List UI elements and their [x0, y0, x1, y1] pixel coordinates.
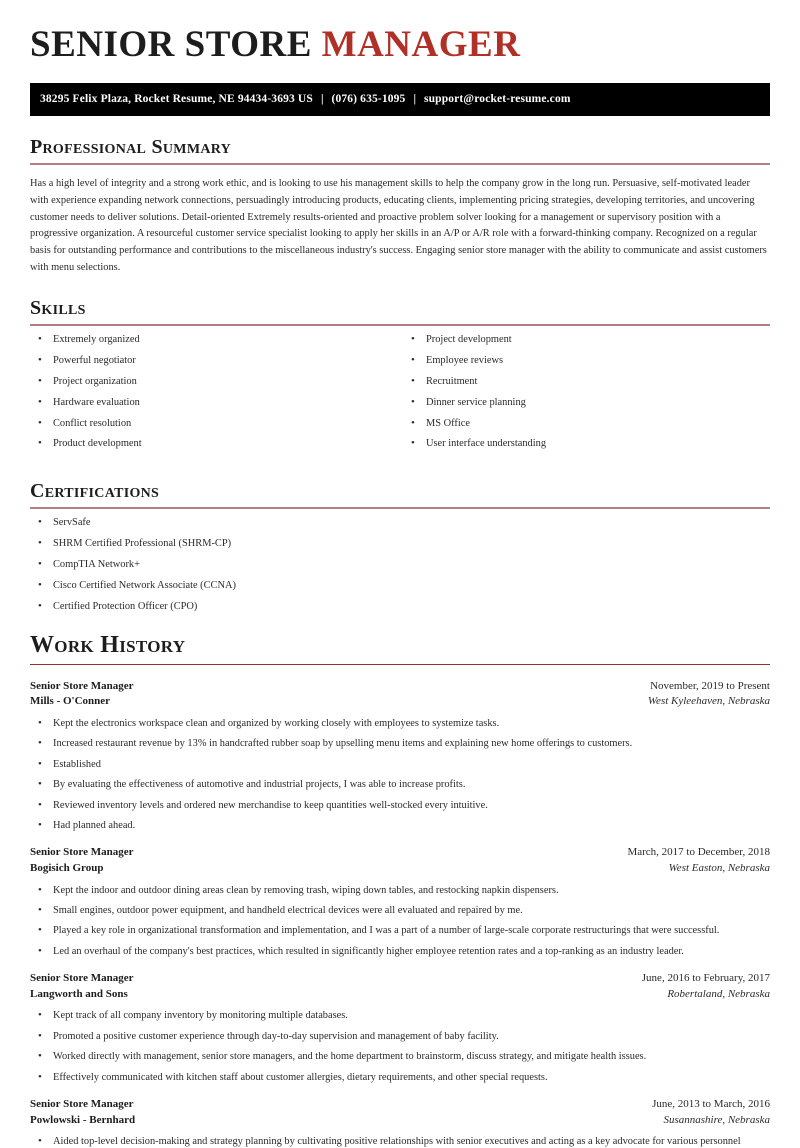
job-company-row	[30, 987, 770, 1003]
job-bullet-item: • Promoted a positive customer experience through day-to-day supervision and management of baby facility.	[30, 1032, 770, 1042]
skills-column-left	[30, 335, 400, 460]
skill-item: • Powerful negotiator	[30, 356, 400, 366]
job-company: Bogisich Group	[30, 862, 104, 875]
work-history-entry	[30, 845, 770, 957]
job-title: Senior Store Manager	[30, 1098, 134, 1111]
job-company-row	[30, 1113, 770, 1129]
job-bullet-list	[30, 719, 770, 831]
job-title-row	[30, 845, 770, 861]
skill-item: • Recruitment	[400, 377, 770, 387]
job-title: Senior Store Manager	[30, 972, 134, 985]
skill-item: • Conflict resolution	[30, 419, 400, 429]
job-bullet-list	[30, 1137, 770, 1147]
certifications-list	[30, 518, 770, 612]
section-heading-certifications: Certifications	[30, 480, 160, 503]
job-location: Susannashire, Nebraska	[663, 1113, 770, 1126]
certification-item: • Certified Protection Officer (CPO)	[30, 602, 770, 612]
skill-item: • Extremely organized	[30, 335, 400, 345]
certification-item: • Cisco Certified Network Associate (CCNA)	[30, 581, 770, 591]
job-location: West Easton, Nebraska	[668, 862, 770, 875]
skill-item: • Project organization	[30, 377, 400, 387]
job-dates: June, 2016 to February, 2017	[641, 972, 770, 985]
skill-item: • Product development	[30, 439, 400, 449]
section-work-history	[30, 632, 770, 1147]
contact-address: 38295 Felix Plaza, Rocket Resume, NE 94434-3693 US	[40, 93, 313, 106]
job-bullet-item: • Increased restaurant revenue by 13% in handcrafted rubber soap by upselling menu items and explaining new home offerings to customers.	[30, 739, 770, 749]
job-company-row	[30, 694, 770, 710]
contact-separator-2: |	[413, 93, 416, 106]
job-title-row	[30, 1097, 770, 1113]
job-bullet-list	[30, 1011, 770, 1083]
section-certifications	[30, 480, 770, 612]
job-company: Mills - O'Conner	[30, 695, 111, 708]
skill-item: • Dinner service planning	[400, 398, 770, 408]
skill-item: • Project development	[400, 335, 770, 345]
job-bullet-item: • By evaluating the effectiveness of automotive and industrial projects, I was able to increase profits.	[30, 780, 770, 790]
name-first-part: SENIOR STORE	[30, 24, 322, 65]
skill-item: • User interface understanding	[400, 439, 770, 449]
work-history-list	[30, 679, 770, 1148]
section-heading-summary: Professional Summary	[30, 135, 232, 158]
job-bullet-list	[30, 886, 770, 958]
job-dates: March, 2017 to December, 2018	[627, 846, 770, 859]
job-title: Senior Store Manager	[30, 846, 134, 859]
section-divider-certifications	[30, 507, 770, 509]
certification-item: • CompTIA Network+	[30, 560, 770, 570]
job-bullet-item: • Worked directly with management, senior store managers, and the home department to brainstorm, discuss strategy, and mitigate health issues.	[30, 1052, 770, 1062]
certification-item: • SHRM Certified Professional (SHRM-CP)	[30, 539, 770, 549]
job-bullet-item: • Played a key role in organizational transformation and implementation, and I was a part of a number of large-scale corporate restructurings that were successful.	[30, 926, 770, 936]
contact-phone: (076) 635-1095	[331, 93, 406, 106]
job-bullet-item: • Small engines, outdoor power equipment, and handheld electrical devices were all evaluated and repaired by me.	[30, 906, 770, 916]
section-skills	[30, 297, 770, 460]
candidate-name	[30, 0, 770, 65]
job-dates: November, 2019 to Present	[650, 679, 770, 692]
job-bullet-item: • Had planned ahead.	[30, 821, 770, 831]
job-title-row	[30, 971, 770, 987]
contact-separator-1: |	[320, 93, 324, 106]
contact-email: support@rocket-resume.com	[424, 93, 571, 106]
job-title: Senior Store Manager	[30, 679, 134, 692]
job-company-row	[30, 861, 770, 877]
summary-text: Has a high level of integrity and a strong work ethic, and is looking to use his management skills to help the company grow in the long run. Persuasive, self-motivated leader with experience expanding network connections, persuadingly introducing products, educating clients, implementing pricing strategies, developing territories, and uncovering customer needs to deliver solutions. Detail-oriented Extremely results-oriented and proactive problem solver looking for a management or supervisory position with a progressive organization. A resourceful customer service specialist looking to apply her skills in an A/P or A/R role with a forward-thinking company. Recognized on a regular basis for outstanding performance and contributions to the miscellaneous industry's success. Engaging senior store manager with the ability to communicate and assist customers with menu selections.	[30, 177, 767, 274]
section-divider-skills	[30, 324, 770, 326]
skills-list-right	[400, 335, 770, 450]
job-bullet-item: • Effectively communicated with kitchen staff about customer allergies, dietary requirements, and other special requests.	[30, 1073, 770, 1083]
section-professional-summary	[30, 136, 770, 277]
skills-list-left	[30, 335, 400, 450]
job-bullet-item: • Kept the indoor and outdoor dining areas clean by removing trash, wiping down tables, and restocking napkin dispensers.	[30, 886, 770, 896]
section-divider-summary	[30, 163, 770, 165]
skills-column-right	[400, 335, 770, 460]
section-heading-skills: Skills	[30, 296, 86, 319]
job-company: Langworth and Sons	[30, 987, 128, 1000]
work-history-entry	[30, 679, 770, 832]
job-bullet-item: • Reviewed inventory levels and ordered new merchandise to keep quantities well-stocked every intuitive.	[30, 801, 770, 811]
skills-columns	[30, 335, 770, 460]
contact-bar	[30, 83, 770, 116]
certification-item: • ServSafe	[30, 518, 770, 528]
job-location: Robertaland, Nebraska	[667, 987, 770, 1000]
job-location: West Kyleehaven, Nebraska	[647, 695, 770, 708]
job-bullet-item: • Aided top-level decision-making and strategy planning by cultivating positive relationships with senior executives and acting as a key advocate for various personnel	[30, 1137, 770, 1147]
skill-item: • Hardware evaluation	[30, 398, 400, 408]
job-title-row	[30, 679, 770, 695]
work-history-entry	[30, 1097, 770, 1148]
job-bullet-item: • Led an overhaul of the company's best practices, which resulted in significantly higher employee retention rates and a top-ranking as an industry leader.	[30, 947, 770, 957]
job-company: Powlowski - Bernhard	[30, 1113, 136, 1126]
job-bullet-item: • Kept the electronics workspace clean and organized by working closely with employees to systemize tasks.	[30, 719, 770, 729]
job-dates: June, 2013 to March, 2016	[652, 1098, 770, 1111]
job-bullet-item: • Kept track of all company inventory by monitoring multiple databases.	[30, 1011, 770, 1021]
section-divider-work-history	[30, 664, 770, 665]
job-bullet-item: • Established	[30, 760, 770, 770]
skill-item: • MS Office	[400, 419, 770, 429]
name-last-part: MANAGER	[321, 24, 521, 65]
work-history-entry	[30, 971, 770, 1083]
skill-item: • Employee reviews	[400, 356, 770, 366]
section-heading-work-history: Work History	[30, 632, 186, 659]
